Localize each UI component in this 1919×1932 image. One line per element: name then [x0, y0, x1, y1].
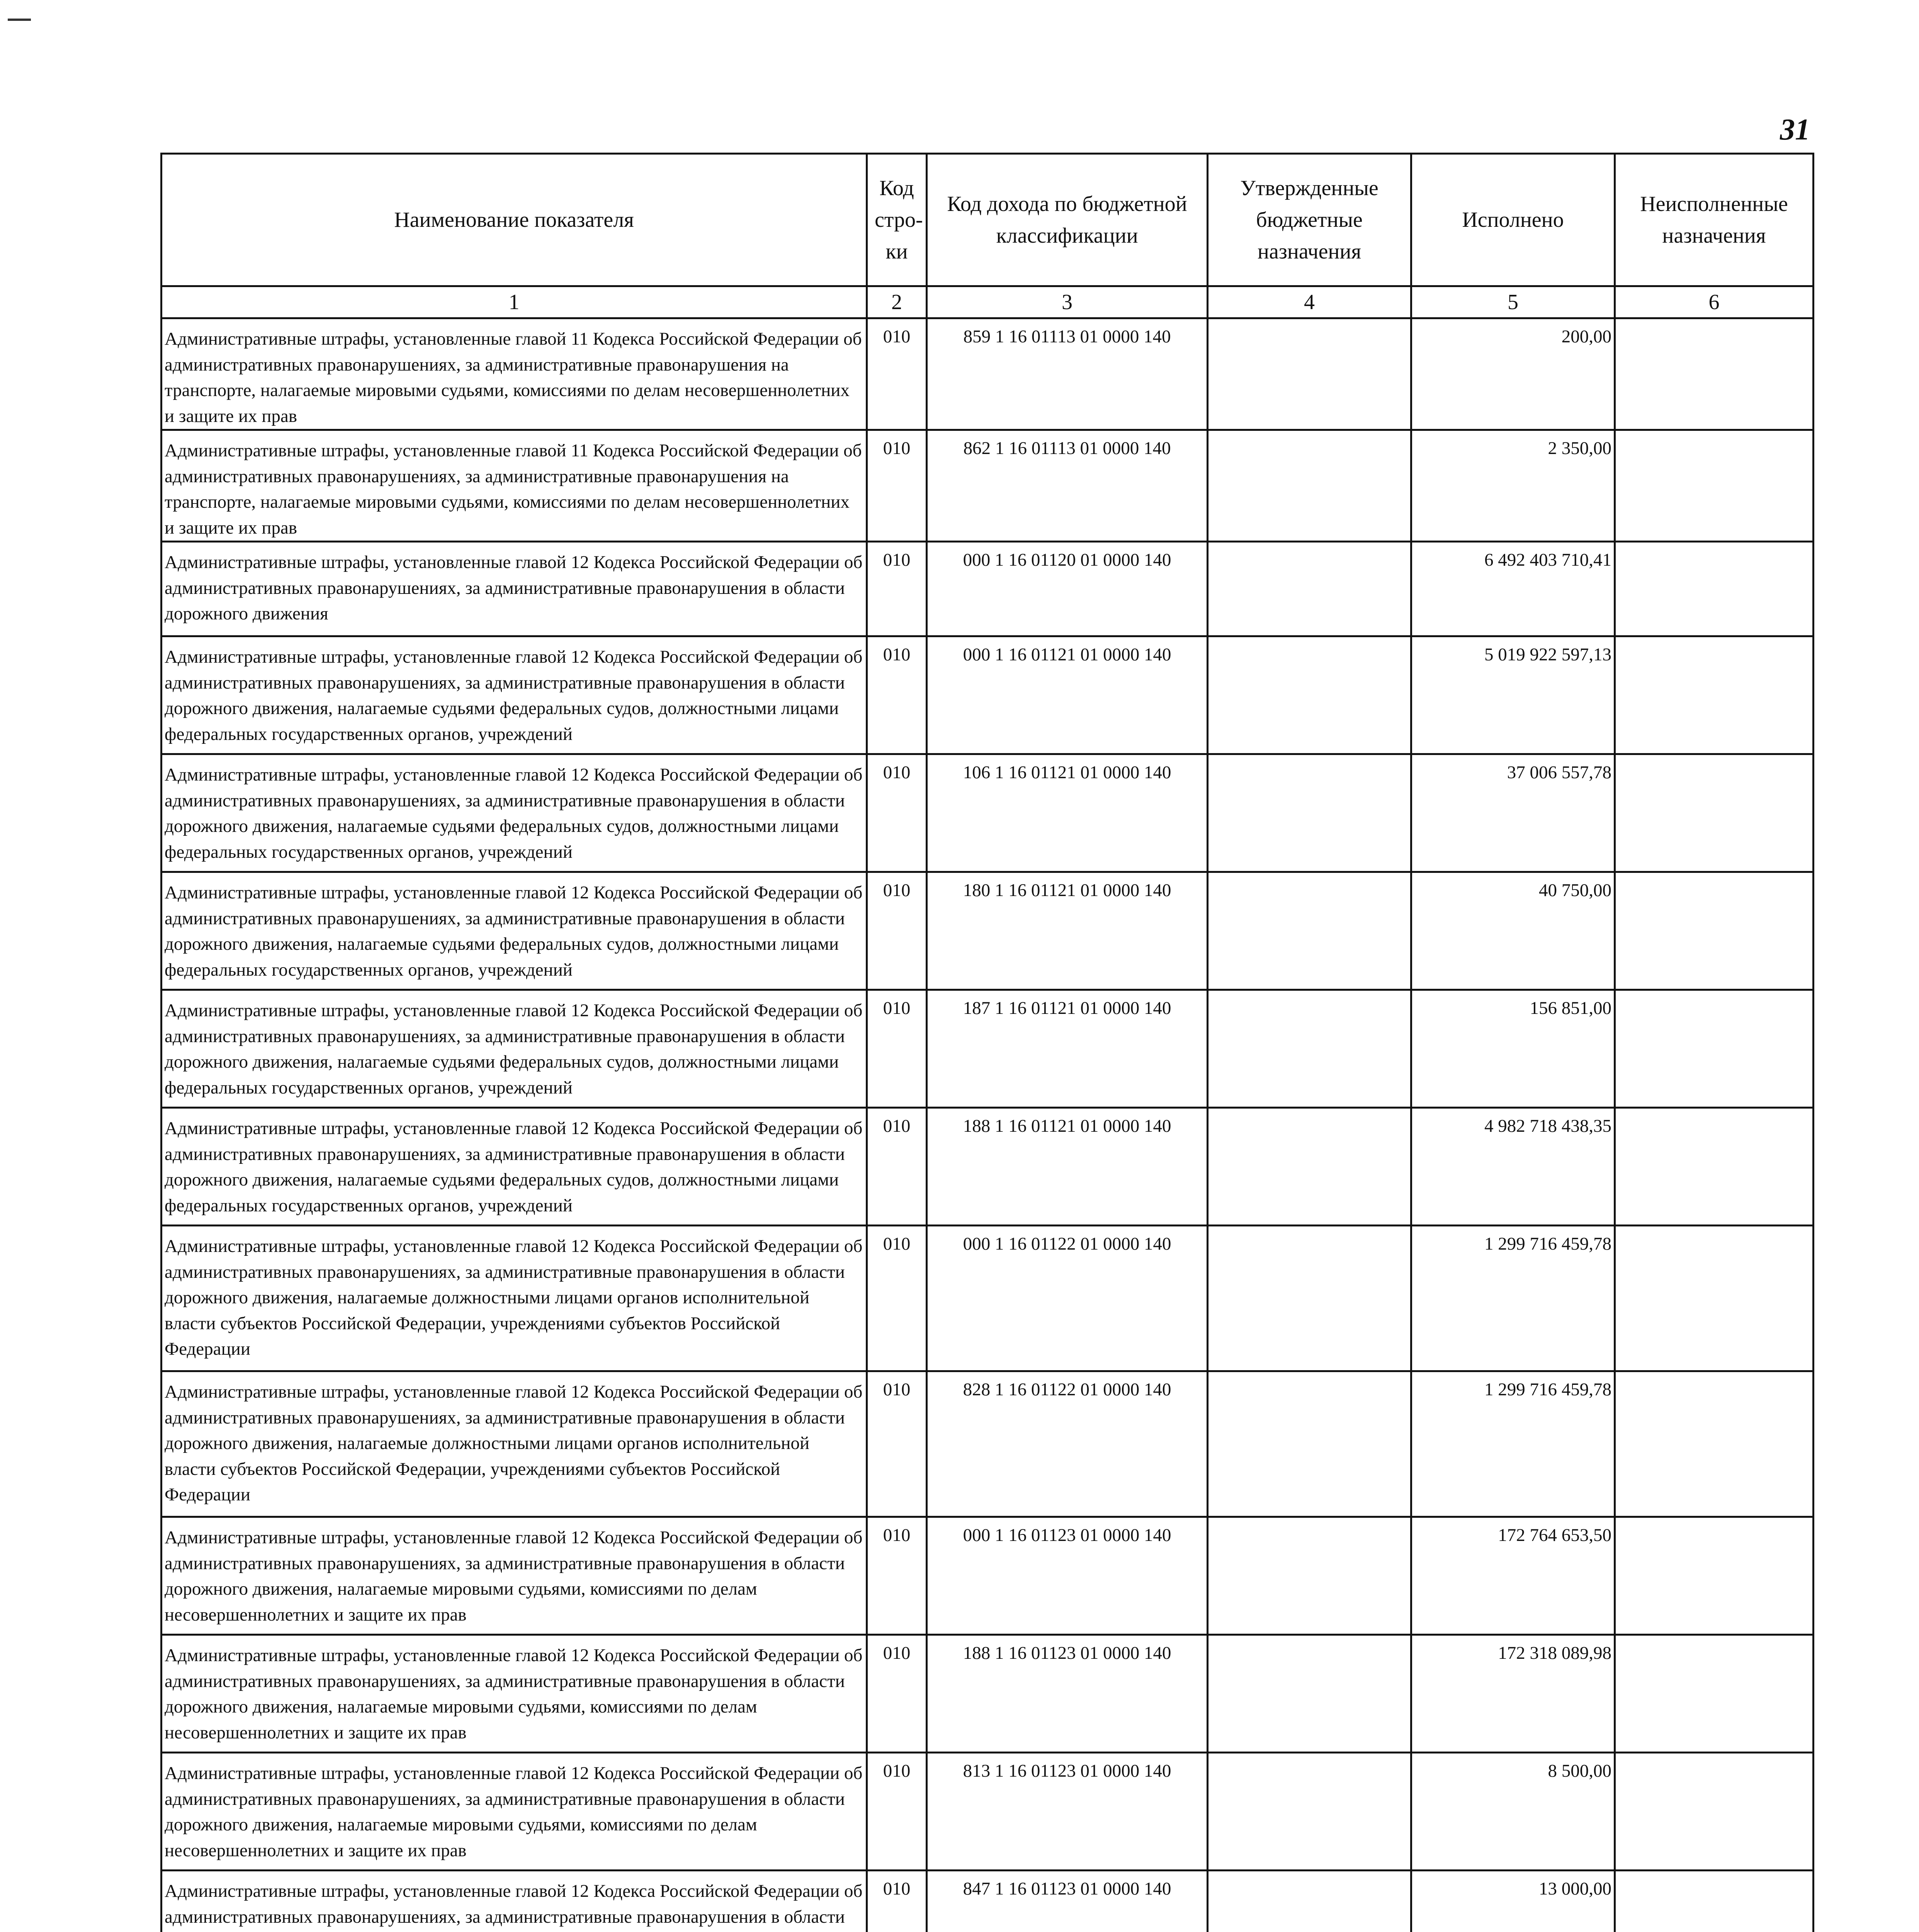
indicator-name: Административные штрафы, установленные главой 12 Кодекса Российской Федерации об административных правонарушениях, за административные правонарушения в области дорожного движения, налагаемые должностными лицами органов исполнительной власти субъектов Российской Федерации, учреждениями субъектов Российской Федерации [161, 1371, 867, 1517]
table-row [161, 636, 1814, 754]
table-row [161, 1108, 1814, 1226]
header-row [161, 154, 1814, 286]
revenue-code: 188 1 16 01123 01 0000 140 [927, 1635, 1208, 1753]
table-row [161, 1517, 1814, 1635]
unexecuted-amount [1615, 1871, 1814, 1932]
executed-amount: 200,00 [1411, 318, 1615, 430]
col-header-name: Наименование показателя [161, 154, 867, 286]
approved-amount [1208, 318, 1411, 430]
revenue-code: 188 1 16 01121 01 0000 140 [927, 1108, 1208, 1226]
table-row [161, 990, 1814, 1108]
revenue-code: 000 1 16 01123 01 0000 140 [927, 1517, 1208, 1635]
indicator-name: Административные штрафы, установленные главой 12 Кодекса Российской Федерации об административных правонарушениях, за административные правонарушения в области дорожного движения, налагаемые судьями федеральных судов, должностными лицами федеральных государственных органов, учреждений [161, 872, 867, 990]
approved-amount [1208, 430, 1411, 542]
line-code: 010 [867, 636, 927, 754]
indicator-name: Административные штрафы, установленные главой 12 Кодекса Российской Федерации об административных правонарушениях, за административные правонарушения в области дорожного движения, налагаемые мировыми судьями, комиссиями по делам несовершеннолетних и защите их прав [161, 1753, 867, 1871]
unexecuted-amount [1615, 318, 1814, 430]
indicator-name: Административные штрафы, установленные главой 12 Кодекса Российской Федерации об административных правонарушениях, за административные правонарушения в области дорожного движения, налагаемые судьями федеральных судов, должностными лицами федеральных государственных органов, учреждений [161, 990, 867, 1108]
indicator-name: Административные штрафы, установленные главой 12 Кодекса Российской Федерации об административных правонарушениях, за административные правонарушения в области дорожного движения [161, 542, 867, 636]
table-row [161, 872, 1814, 990]
revenue-code: 828 1 16 01122 01 0000 140 [927, 1371, 1208, 1517]
revenue-code: 000 1 16 01122 01 0000 140 [927, 1226, 1208, 1371]
approved-amount [1208, 1226, 1411, 1371]
approved-amount [1208, 990, 1411, 1108]
executed-amount: 156 851,00 [1411, 990, 1615, 1108]
table-row [161, 318, 1814, 430]
executed-amount: 172 318 089,98 [1411, 1635, 1615, 1753]
table-row [161, 1226, 1814, 1371]
approved-amount [1208, 1517, 1411, 1635]
table-row [161, 430, 1814, 542]
line-code: 010 [867, 1635, 927, 1753]
col-number: 4 [1208, 286, 1411, 318]
revenue-code: 000 1 16 01120 01 0000 140 [927, 542, 1208, 636]
executed-amount: 8 500,00 [1411, 1753, 1615, 1871]
approved-amount [1208, 1108, 1411, 1226]
indicator-name: Административные штрафы, установленные главой 12 Кодекса Российской Федерации об административных правонарушениях, за административные правонарушения в области дорожного движения, налагаемые судьями федеральных судов, должностными лицами федеральных государственных органов, учреждений [161, 636, 867, 754]
unexecuted-amount [1615, 1753, 1814, 1871]
table-row [161, 1871, 1814, 1932]
indicator-name: Административные штрафы, установленные главой 12 Кодекса Российской Федерации об административных правонарушениях, за административные правонарушения в области дорожного движения, налагаемые мировыми судьями, комиссиями по делам несовершеннолетних и защите их прав [161, 1517, 867, 1635]
col-header-approved: Утвержденные бюджетные назначения [1208, 154, 1411, 286]
indicator-name: Административные штрафы, установленные главой 12 Кодекса Российской Федерации об административных правонарушениях, за административные правонарушения в области дорожного движения, налагаемые судьями федеральных судов, должностными лицами федеральных государственных органов, учреждений [161, 754, 867, 872]
approved-amount [1208, 1635, 1411, 1753]
table-body [161, 318, 1814, 1932]
unexecuted-amount [1615, 1108, 1814, 1226]
line-code: 010 [867, 990, 927, 1108]
unexecuted-amount [1615, 1371, 1814, 1517]
table-row [161, 542, 1814, 636]
col-number: 1 [161, 286, 867, 318]
approved-amount [1208, 1871, 1411, 1932]
executed-amount: 1 299 716 459,78 [1411, 1226, 1615, 1371]
unexecuted-amount [1615, 990, 1814, 1108]
indicator-name: Административные штрафы, установленные главой 12 Кодекса Российской Федерации об административных правонарушениях, за административные правонарушения в области дорожного движения, налагаемые мировыми судьями, комиссиями по делам несовершеннолетних и защите их прав [161, 1635, 867, 1753]
revenue-code: 862 1 16 01113 01 0000 140 [927, 430, 1208, 542]
revenue-code: 859 1 16 01113 01 0000 140 [927, 318, 1208, 430]
approved-amount [1208, 636, 1411, 754]
revenue-code: 000 1 16 01121 01 0000 140 [927, 636, 1208, 754]
unexecuted-amount [1615, 754, 1814, 872]
line-code: 010 [867, 872, 927, 990]
revenue-table [160, 153, 1814, 1932]
line-code: 010 [867, 1108, 927, 1226]
scan-mark [8, 19, 31, 21]
line-code: 010 [867, 754, 927, 872]
approved-amount [1208, 872, 1411, 990]
table-row [161, 1635, 1814, 1753]
revenue-code: 106 1 16 01121 01 0000 140 [927, 754, 1208, 872]
line-code: 010 [867, 542, 927, 636]
executed-amount: 37 006 557,78 [1411, 754, 1615, 872]
approved-amount [1208, 754, 1411, 872]
col-header-executed: Исполнено [1411, 154, 1615, 286]
indicator-name: Административные штрафы, установленные главой 11 Кодекса Российской Федерации об административных правонарушениях, за административные правонарушения на транспорте, налагаемые мировыми судьями, комиссиями по делам несовершеннолетних и защите их прав [161, 318, 867, 430]
col-number: 5 [1411, 286, 1615, 318]
executed-amount: 172 764 653,50 [1411, 1517, 1615, 1635]
unexecuted-amount [1615, 636, 1814, 754]
col-header-line: Код стро-ки [867, 154, 927, 286]
table-row [161, 1371, 1814, 1517]
executed-amount: 5 019 922 597,13 [1411, 636, 1615, 754]
unexecuted-amount [1615, 872, 1814, 990]
unexecuted-amount [1615, 542, 1814, 636]
executed-amount: 1 299 716 459,78 [1411, 1371, 1615, 1517]
unexecuted-amount [1615, 1635, 1814, 1753]
revenue-code: 847 1 16 01123 01 0000 140 [927, 1871, 1208, 1932]
col-number: 6 [1615, 286, 1814, 318]
indicator-name: Административные штрафы, установленные главой 12 Кодекса Российской Федерации об административных правонарушениях, за административные правонарушения в области дорожного движения, налагаемые судьями федеральных судов, должностными лицами федеральных государственных органов, учреждений [161, 1108, 867, 1226]
executed-amount: 13 000,00 [1411, 1871, 1615, 1932]
line-code: 010 [867, 430, 927, 542]
table-row [161, 754, 1814, 872]
line-code: 010 [867, 1753, 927, 1871]
executed-amount: 2 350,00 [1411, 430, 1615, 542]
line-code: 010 [867, 1871, 927, 1932]
approved-amount [1208, 1753, 1411, 1871]
col-header-code: Код дохода по бюджетной классификации [927, 154, 1208, 286]
line-code: 010 [867, 1226, 927, 1371]
col-number: 3 [927, 286, 1208, 318]
executed-amount: 4 982 718 438,35 [1411, 1108, 1615, 1226]
unexecuted-amount [1615, 1517, 1814, 1635]
indicator-name: Административные штрафы, установленные главой 11 Кодекса Российской Федерации об административных правонарушениях, за административные правонарушения на транспорте, налагаемые мировыми судьями, комиссиями по делам несовершеннолетних и защите их прав [161, 430, 867, 542]
indicator-name: Административные штрафы, установленные главой 12 Кодекса Российской Федерации об административных правонарушениях, за административные правонарушения в области [161, 1871, 867, 1932]
revenue-code: 180 1 16 01121 01 0000 140 [927, 872, 1208, 990]
executed-amount: 40 750,00 [1411, 872, 1615, 990]
revenue-code: 813 1 16 01123 01 0000 140 [927, 1753, 1208, 1871]
unexecuted-amount [1615, 430, 1814, 542]
table-row [161, 1753, 1814, 1871]
unexecuted-amount [1615, 1226, 1814, 1371]
page-number: 31 [1780, 112, 1810, 146]
col-number: 2 [867, 286, 927, 318]
indicator-name: Административные штрафы, установленные главой 12 Кодекса Российской Федерации об административных правонарушениях, за административные правонарушения в области дорожного движения, налагаемые должностными лицами органов исполнительной власти субъектов Российской Федерации, учреждениями субъектов Российской Федерации [161, 1226, 867, 1371]
line-code: 010 [867, 1371, 927, 1517]
line-code: 010 [867, 318, 927, 430]
executed-amount: 6 492 403 710,41 [1411, 542, 1615, 636]
approved-amount [1208, 542, 1411, 636]
col-header-unexecuted: Неисполненные назначения [1615, 154, 1814, 286]
line-code: 010 [867, 1517, 927, 1635]
column-number-row [161, 286, 1814, 318]
revenue-code: 187 1 16 01121 01 0000 140 [927, 990, 1208, 1108]
approved-amount [1208, 1371, 1411, 1517]
